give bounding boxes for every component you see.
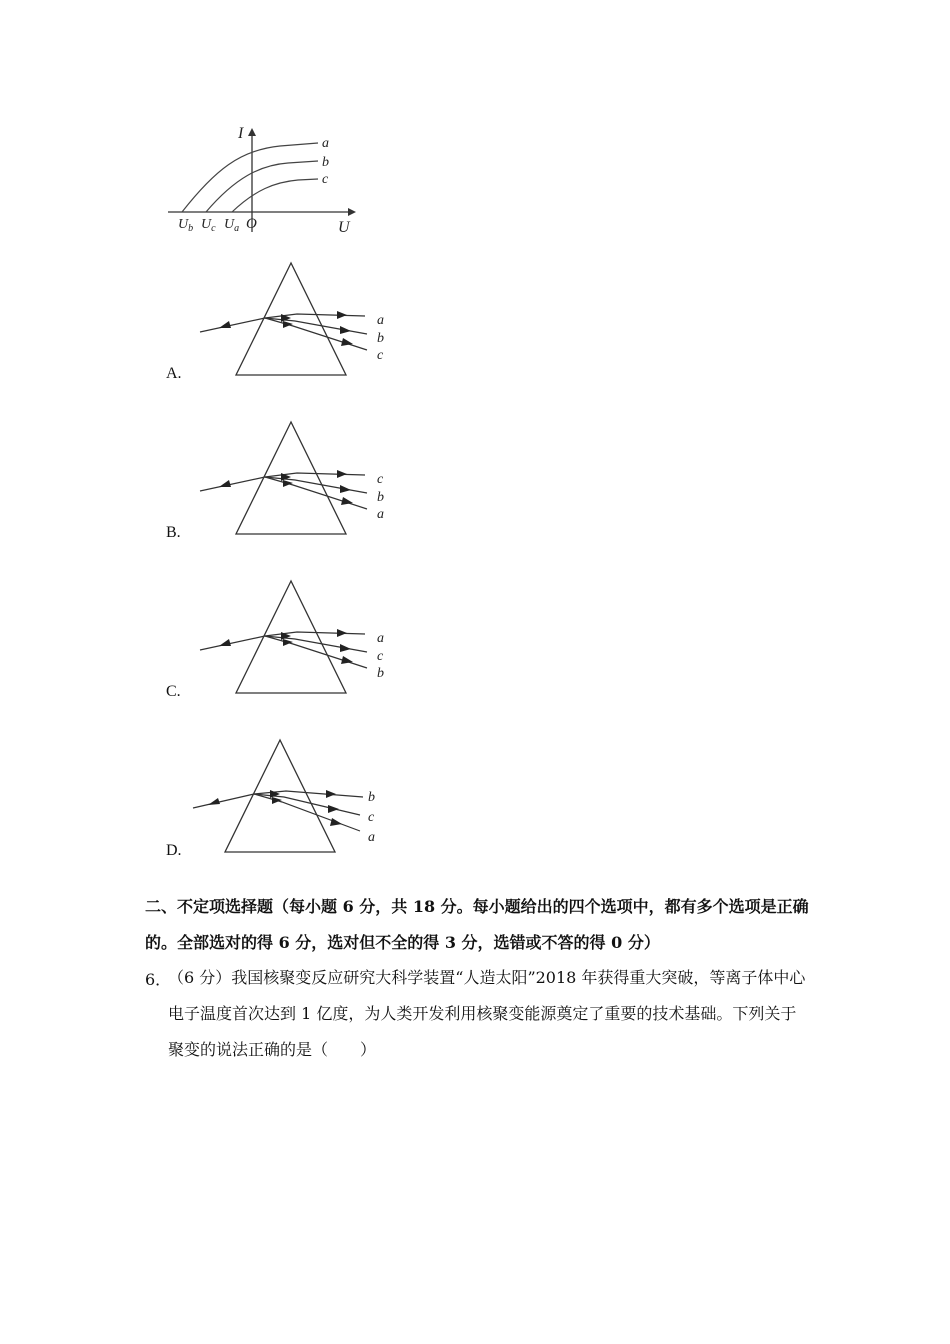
- tick-label-uc: $U_c$: [201, 217, 216, 234]
- ray-2: [265, 477, 367, 493]
- ray-1: [265, 632, 365, 636]
- arrow: [219, 480, 231, 487]
- arrow: [330, 818, 342, 826]
- ray-label-2: c: [368, 810, 375, 825]
- arrow: [283, 639, 293, 646]
- prism: [236, 422, 346, 534]
- ray-label-2: b: [377, 490, 384, 505]
- arrow: [283, 480, 293, 487]
- origin-label: O: [246, 216, 257, 232]
- arrow: [283, 321, 293, 328]
- ray-label-1: a: [377, 313, 384, 328]
- question-text: （6 分）我国核聚变反应研究大科学装置“人造太阳”2018 年获得重大突破，等离子体中心电子温度首次达到 1 亿度，为人类开发利用核聚变能源奠定了重要的技术基础。下列关于聚变的说法正确的是（ ）: [168, 968, 806, 1059]
- section-heading: 二、不定项选择题（每小题 6 分，共 18 分。每小题给出的四个选项中，都有多个选项是正确的。全部选对的得 6 分，选对但不全的得 3 分，选错或不答的得 0 分）: [145, 897, 809, 952]
- ray-2: [265, 636, 367, 652]
- x-axis-arrow: [348, 208, 356, 216]
- arrow: [337, 629, 347, 637]
- prism-diagram-b: [195, 417, 405, 539]
- arrow: [272, 797, 282, 804]
- ray-2: [265, 318, 367, 334]
- question-number: 6．: [145, 970, 172, 989]
- arrow: [337, 470, 347, 478]
- arrow: [326, 790, 336, 798]
- ray-label-3: a: [377, 507, 384, 522]
- prism-diagram-d: [188, 735, 398, 857]
- curve-c: [232, 179, 318, 212]
- y-axis-label: I: [238, 125, 244, 142]
- arrow: [340, 644, 351, 652]
- arrow: [337, 311, 347, 319]
- incident-ray: [200, 477, 265, 491]
- ray-3: [265, 477, 367, 509]
- ray-3: [265, 318, 367, 350]
- ray-3: [265, 636, 367, 668]
- curve-a: [182, 143, 318, 212]
- ray-label-2: b: [377, 331, 384, 346]
- iu-graph: [160, 120, 370, 240]
- ray-3: [254, 794, 360, 831]
- x-axis-label: U: [338, 219, 350, 236]
- arrow: [219, 321, 231, 328]
- ray-label-3: b: [377, 666, 384, 681]
- prism-diagram-a: [195, 258, 405, 380]
- curve-label-b: b: [322, 155, 329, 170]
- option-b-label[interactable]: B.: [166, 524, 181, 541]
- ray-label-3: a: [368, 830, 375, 845]
- prism-diagram-c: [195, 576, 405, 698]
- ray-1: [265, 473, 365, 477]
- ray-label-1: b: [368, 790, 375, 805]
- arrow: [219, 639, 231, 646]
- curve-label-a: a: [322, 136, 329, 151]
- y-axis-arrow: [248, 128, 256, 136]
- incident-ray: [193, 794, 254, 808]
- incident-ray: [200, 636, 265, 650]
- arrow: [340, 485, 351, 493]
- option-c-label[interactable]: C.: [166, 683, 181, 700]
- arrow: [328, 805, 339, 813]
- arrow: [208, 798, 220, 805]
- curve-label-c: c: [322, 172, 329, 187]
- option-a-label[interactable]: A.: [166, 365, 182, 382]
- tick-label-ua: $U_a$: [224, 217, 240, 234]
- ray-label-1: a: [377, 631, 384, 646]
- incident-ray: [200, 318, 265, 332]
- ray-label-1: c: [377, 472, 384, 487]
- arrow: [340, 326, 351, 334]
- option-d-label[interactable]: D.: [166, 842, 182, 859]
- tick-label-ub: $U_b$: [178, 217, 194, 234]
- ray-1: [265, 314, 365, 318]
- prism: [236, 581, 346, 693]
- prism: [236, 263, 346, 375]
- ray-label-3: c: [377, 348, 384, 363]
- ray-label-2: c: [377, 649, 384, 664]
